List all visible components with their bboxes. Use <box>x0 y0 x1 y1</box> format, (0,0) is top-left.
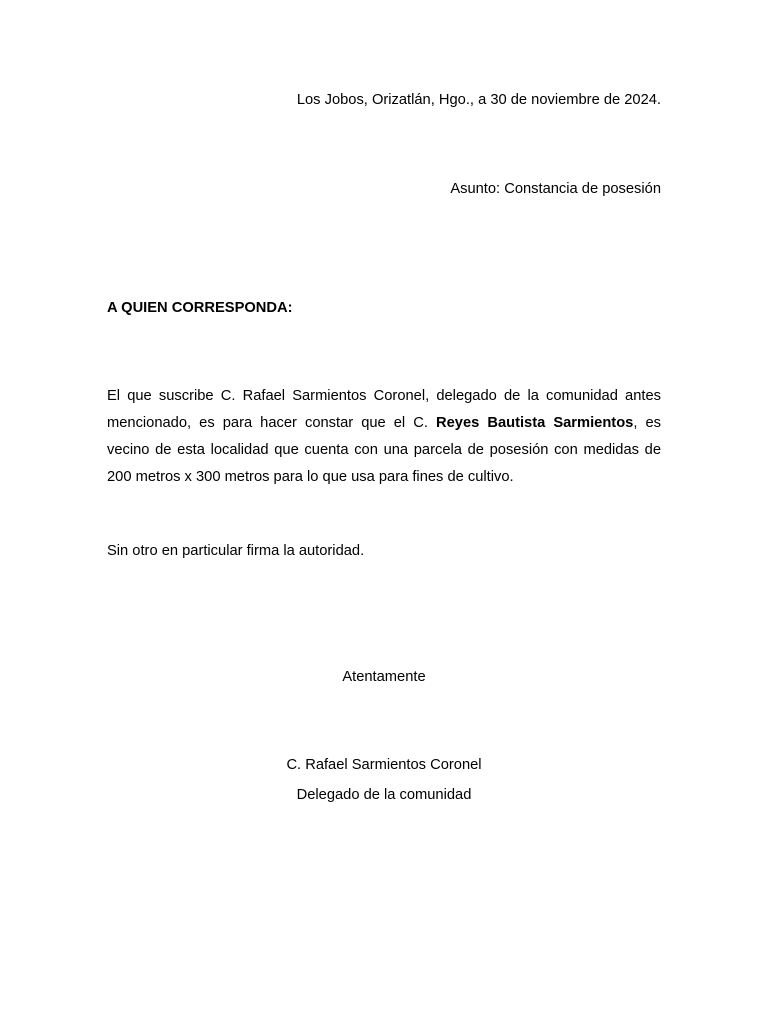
signer-role: Delegado de la comunidad <box>296 787 472 803</box>
beneficiary-name: Reyes Bautista Sarmientos <box>436 415 634 431</box>
body-text-part2: , es vecino de esta localidad que cuenta con una parcela de posesión con medidas de 200 metros x 300 metros para lo que usa para fines de cultivo. <box>107 415 661 485</box>
subject-line: Asunto: Constancia de posesión <box>450 181 661 197</box>
body-text-part1: El que suscribe C. Rafael Sarmientos Coronel, delegado de la comunidad antes mencionado, es para hacer constar que el C. <box>107 388 661 431</box>
salutation: A QUIEN CORRESPONDA: <box>107 300 293 316</box>
signer-name: C. Rafael Sarmientos Coronel <box>286 757 482 773</box>
place-date-line: Los Jobos, Orizatlán, Hgo., a 30 de noviembre de 2024. <box>296 92 661 108</box>
farewell: Atentamente <box>342 669 426 685</box>
closing-line: Sin otro en particular firma la autoridad. <box>107 543 365 559</box>
body-paragraph <box>107 383 661 491</box>
